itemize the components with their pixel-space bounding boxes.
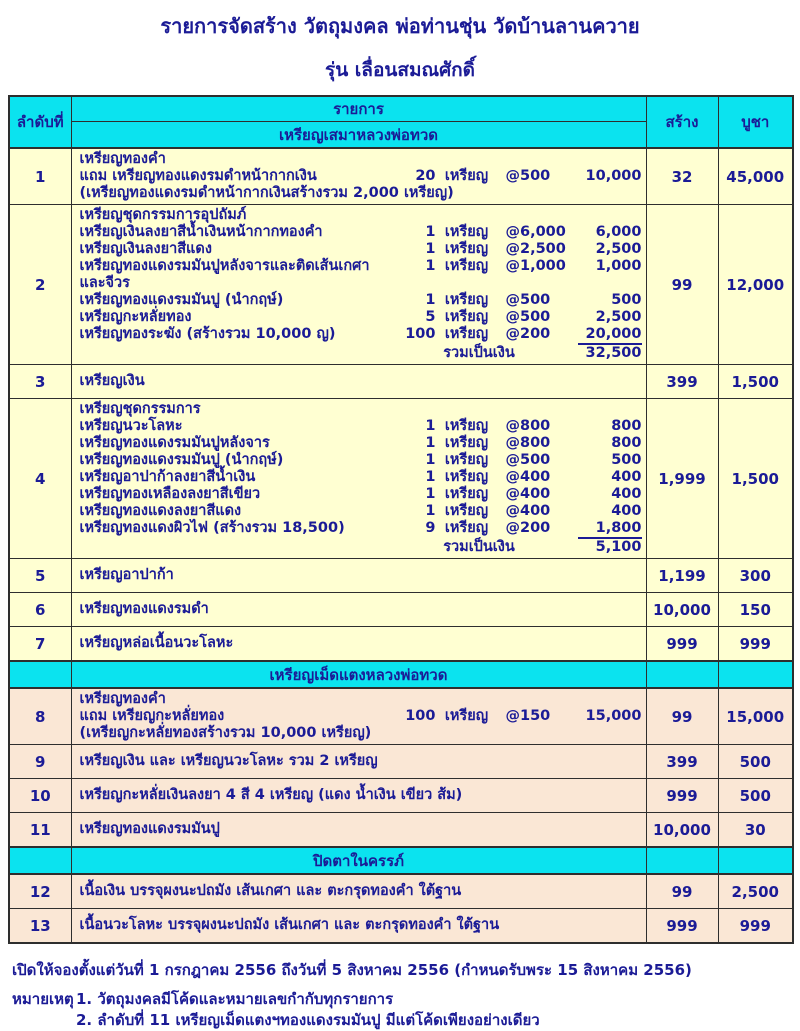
item-unit: เหรียญ	[444, 292, 489, 308]
item-line: (เหรียญกะหลั่ยทองสร้างรวม 10,000 เหรียญ)	[79, 725, 372, 741]
item-name: เหรียญทองระฆัง (สร้างรวม 10,000 ญ)	[79, 326, 336, 342]
made-count-cell: 1,199	[646, 559, 718, 593]
item-rate: @500	[505, 309, 551, 325]
made-count-cell: 399	[646, 365, 718, 399]
item-line	[80, 708, 642, 725]
item-qty: 1	[425, 503, 436, 519]
item-line	[80, 486, 642, 503]
made-count-cell: 99	[646, 688, 718, 745]
item-line: เหรียญเงิน	[79, 373, 145, 389]
item-cell	[71, 205, 646, 365]
item-rate: @400	[505, 469, 551, 485]
header-row	[9, 96, 793, 122]
item-line: เหรียญหล่อเนื้อนวะโลหะ	[79, 635, 234, 651]
item-qty: 9	[425, 520, 436, 536]
item-cell	[71, 688, 646, 745]
item-total-line	[80, 539, 642, 556]
item-line	[80, 224, 642, 241]
row-number-cell: 9	[9, 745, 71, 779]
item-cell	[71, 399, 646, 559]
item-name: เหรียญทองแดงรมมันปูหลังจารและติดเส้นเกศาและจีวร	[79, 258, 370, 291]
item-name: เหรียญทองแดงรมมันปู (นำกฤษ์)	[79, 292, 284, 308]
item-name: เหรียญนวะโลหะ	[79, 418, 183, 434]
first-section-label: เหรียญเสมาหลวงพ่อทวด	[71, 122, 646, 149]
item-rate: @1,000	[505, 258, 566, 274]
item-line	[80, 309, 642, 326]
note-line: 1. วัตถุมงคลมีโค้ดและหมายเลขกำกับทุกรายการ	[76, 990, 394, 1008]
section-label: ปิดตาในครรภ์	[71, 847, 646, 874]
item-line: เหรียญชุดกรรมการอุปถัมภ์	[79, 207, 247, 223]
item-rate: @800	[505, 435, 551, 451]
item-cell	[71, 365, 646, 399]
item-rate: @500	[505, 292, 551, 308]
footer	[12, 960, 800, 1031]
table-row	[9, 745, 793, 779]
made-count-cell: 32	[646, 148, 718, 205]
item-line: เนื้อเงิน บรรจุผงนะปถมัง เส้นเกศา และ ตะกรุดทองคำ ใต้ฐาน	[79, 883, 462, 899]
table-header	[9, 96, 793, 148]
row-number-cell: 11	[9, 813, 71, 848]
item-unit: เหรียญ	[444, 469, 489, 485]
item-amount: 2,500	[595, 309, 642, 325]
row-number-cell: 13	[9, 909, 71, 944]
price-cell: 300	[718, 559, 793, 593]
item-qty: 1	[425, 258, 436, 274]
item-name: เหรียญเงินลงยาสีน้ำเงินหน้ากากทองคำ	[79, 224, 323, 240]
item-rate: @150	[505, 708, 551, 724]
made-count-cell: 999	[646, 909, 718, 944]
header-item: รายการ	[71, 96, 646, 122]
price-cell: 500	[718, 745, 793, 779]
page-subtitle: รุ่น เลื่อนสมณศักดิ์	[325, 59, 475, 81]
item-rate: @400	[505, 503, 551, 519]
item-amount: 400	[611, 469, 642, 485]
item-amount: 1,000	[595, 258, 642, 274]
item-line: เนื้อนวะโลหะ บรรจุผงนะปถมัง เส้นเกศา และ ตะกรุดทองคำ ใต้ฐาน	[79, 917, 500, 933]
price-cell: 1,500	[718, 399, 793, 559]
item-line: เหรียญอาปาก้า	[79, 567, 174, 583]
item-name: เหรียญเงินลงยาสีแดง	[79, 241, 212, 257]
item-unit: เหรียญ	[444, 520, 489, 536]
item-cell	[71, 627, 646, 662]
item-line	[80, 435, 642, 452]
item-qty: 1	[425, 469, 436, 485]
made-count-cell: 10,000	[646, 813, 718, 848]
table-row	[9, 779, 793, 813]
item-line	[80, 469, 642, 486]
item-cell	[71, 779, 646, 813]
made-count-cell: 399	[646, 745, 718, 779]
item-unit: เหรียญ	[444, 452, 489, 468]
table-body	[9, 148, 793, 943]
item-line: เหรียญเงิน และ เหรียญนวะโลหะ รวม 2 เหรียญ	[79, 753, 378, 769]
table-row	[9, 559, 793, 593]
item-line	[80, 418, 642, 435]
item-line: เหรียญชุดกรรมการ	[79, 401, 201, 417]
item-unit: เหรียญ	[444, 503, 489, 519]
table-row	[9, 148, 793, 205]
page-title: รายการจัดสร้าง วัตถุมงคล พ่อท่านชุ่น วัดบ้านลานควาย	[160, 14, 640, 38]
section-label: เหรียญเม็ดแตงหลวงพ่อทวด	[71, 661, 646, 688]
item-amount: 20,000	[578, 326, 642, 345]
made-count-cell: 1,999	[646, 399, 718, 559]
section-header-row	[9, 847, 793, 874]
item-name: เหรียญทองแดงผิวไฟ (สร้างรวม 18,500)	[79, 520, 345, 536]
item-rate: @500	[505, 452, 551, 468]
item-unit: เหรียญ	[444, 708, 489, 724]
price-cell: 500	[718, 779, 793, 813]
item-line	[80, 326, 642, 345]
item-cell	[71, 874, 646, 909]
item-qty: 5	[425, 309, 436, 325]
item-unit: เหรียญ	[444, 486, 489, 502]
row-number-cell: 1	[9, 148, 71, 205]
item-line: เหรียญทองคำ	[79, 151, 166, 167]
item-name: เหรียญทองแดงรมมันปูหลังจาร	[79, 435, 270, 451]
item-name: แถม เหรียญทองแดงรมดำหน้ากากเงิน	[79, 168, 317, 184]
item-line: เหรียญทองคำ	[79, 691, 166, 707]
item-rate: @500	[505, 168, 551, 184]
item-qty: 1	[425, 292, 436, 308]
item-cell	[71, 148, 646, 205]
table-row	[9, 874, 793, 909]
item-qty: 100	[405, 326, 436, 342]
item-line	[80, 503, 642, 520]
item-amount: 500	[611, 452, 642, 468]
item-amount: 800	[611, 418, 642, 434]
item-amount: 15,000	[585, 708, 642, 724]
item-qty: 1	[425, 224, 436, 240]
section-header-row	[9, 661, 793, 688]
header-made: สร้าง	[646, 96, 718, 148]
item-unit: เหรียญ	[444, 435, 489, 451]
price-cell: 150	[718, 593, 793, 627]
price-cell: 999	[718, 627, 793, 662]
item-rate: @200	[505, 326, 551, 342]
table-row	[9, 399, 793, 559]
row-number-cell: 10	[9, 779, 71, 813]
price-cell: 30	[718, 813, 793, 848]
table-row	[9, 593, 793, 627]
item-unit: เหรียญ	[444, 309, 489, 325]
made-count-cell: 999	[646, 627, 718, 662]
section-empty-cell	[718, 661, 793, 688]
item-unit: เหรียญ	[444, 326, 489, 342]
item-amount: 1,800	[578, 520, 642, 539]
item-qty: 1	[425, 418, 436, 434]
price-cell: 15,000	[718, 688, 793, 745]
item-qty: 1	[425, 435, 436, 451]
item-name: เหรียญทองแดงลงยาสีแดง	[79, 503, 242, 519]
item-rate: @200	[505, 520, 551, 536]
made-count-cell: 999	[646, 779, 718, 813]
item-cell	[71, 745, 646, 779]
item-total-line	[80, 345, 642, 362]
section-empty-cell	[9, 847, 71, 874]
item-line: เหรียญทองแดงรมมันปู	[79, 821, 220, 837]
item-amount: 10,000	[585, 168, 642, 184]
item-line: เหรียญกะหลั่ยเงินลงยา 4 สี 4 เหรียญ (แดง น้ำเงิน เขียว ส้ม)	[79, 787, 463, 803]
price-cell: 999	[718, 909, 793, 944]
item-qty: 100	[405, 708, 436, 724]
item-cell	[71, 559, 646, 593]
row-number-cell: 12	[9, 874, 71, 909]
item-line	[80, 258, 642, 292]
table-row	[9, 813, 793, 848]
item-cell	[71, 593, 646, 627]
section-empty-cell	[646, 847, 718, 874]
item-line	[80, 292, 642, 309]
row-number-cell: 7	[9, 627, 71, 662]
price-cell: 2,500	[718, 874, 793, 909]
item-name: เหรียญกะหลั่ยทอง	[79, 309, 192, 325]
booking-period-line: เปิดให้จองตั้งแต่วันที่ 1 กรกฎาคม 2556 ถึงวันที่ 5 สิงหาคม 2556 (กำหนดรับพระ 15 สิงหาคม 2556)	[12, 961, 692, 979]
item-line	[80, 520, 642, 539]
made-count-cell: 99	[646, 874, 718, 909]
notes-block	[12, 989, 800, 1031]
item-qty: 1	[425, 452, 436, 468]
row-number-cell: 2	[9, 205, 71, 365]
row-number-cell: 6	[9, 593, 71, 627]
section-empty-cell	[646, 661, 718, 688]
item-line	[80, 241, 642, 258]
header-price: บูชา	[718, 96, 793, 148]
row-number-cell: 8	[9, 688, 71, 745]
item-cell	[71, 813, 646, 848]
item-rate: @800	[505, 418, 551, 434]
price-cell: 45,000	[718, 148, 793, 205]
note-line: 2. ลำดับที่ 11 เหรียญเม็ดแตงฯทองแดงรมมันปู มีแต่โค้ดเพียงอย่างเดียว	[76, 1011, 540, 1029]
amulet-table	[8, 95, 794, 944]
item-amount: 400	[611, 503, 642, 519]
item-rate: @400	[505, 486, 551, 502]
row-number-cell: 5	[9, 559, 71, 593]
total-label: รวมเป็นเงิน	[443, 345, 515, 361]
item-amount: 6,000	[595, 224, 642, 240]
item-unit: เหรียญ	[444, 241, 489, 257]
table-row	[9, 909, 793, 944]
item-line	[80, 168, 642, 185]
row-number-cell: 3	[9, 365, 71, 399]
item-unit: เหรียญ	[444, 168, 489, 184]
table-row	[9, 365, 793, 399]
section-empty-cell	[718, 847, 793, 874]
item-qty: 1	[425, 241, 436, 257]
made-count-cell: 99	[646, 205, 718, 365]
section-empty-cell	[9, 661, 71, 688]
total-amount: 5,100	[595, 539, 642, 555]
made-count-cell: 10,000	[646, 593, 718, 627]
notes-list	[76, 989, 540, 1031]
item-unit: เหรียญ	[444, 258, 489, 274]
item-name: แถม เหรียญกะหลั่ยทอง	[79, 708, 225, 724]
notes-label: หมายเหตุ	[12, 990, 74, 1008]
item-cell	[71, 909, 646, 944]
item-name: เหรียญอาปาก้าลงยาสีน้ำเงิน	[79, 469, 256, 485]
item-name: เหรียญทองแดงรมมันปู (นำกฤษ์)	[79, 452, 284, 468]
item-qty: 20	[415, 168, 436, 184]
item-qty: 1	[425, 486, 436, 502]
total-amount: 32,500	[585, 345, 642, 361]
header-no: ลำดับที่	[9, 96, 71, 148]
table-row	[9, 627, 793, 662]
item-amount: 2,500	[595, 241, 642, 257]
item-unit: เหรียญ	[444, 224, 489, 240]
price-cell: 1,500	[718, 365, 793, 399]
table-row	[9, 688, 793, 745]
item-name: เหรียญทองเหลืองลงยาสีเขียว	[79, 486, 261, 502]
item-rate: @2,500	[505, 241, 566, 257]
row-number-cell: 4	[9, 399, 71, 559]
item-unit: เหรียญ	[444, 418, 489, 434]
item-line	[80, 452, 642, 469]
item-rate: @6,000	[505, 224, 566, 240]
item-amount: 400	[611, 486, 642, 502]
item-amount: 800	[611, 435, 642, 451]
table-row	[9, 205, 793, 365]
item-line: (เหรียญทองแดงรมดำหน้ากากเงินสร้างรวม 2,000 เหรียญ)	[79, 185, 454, 201]
item-line: เหรียญทองแดงรมดำ	[79, 601, 209, 617]
total-label: รวมเป็นเงิน	[443, 539, 515, 555]
item-amount: 500	[611, 292, 642, 308]
price-cell: 12,000	[718, 205, 793, 365]
